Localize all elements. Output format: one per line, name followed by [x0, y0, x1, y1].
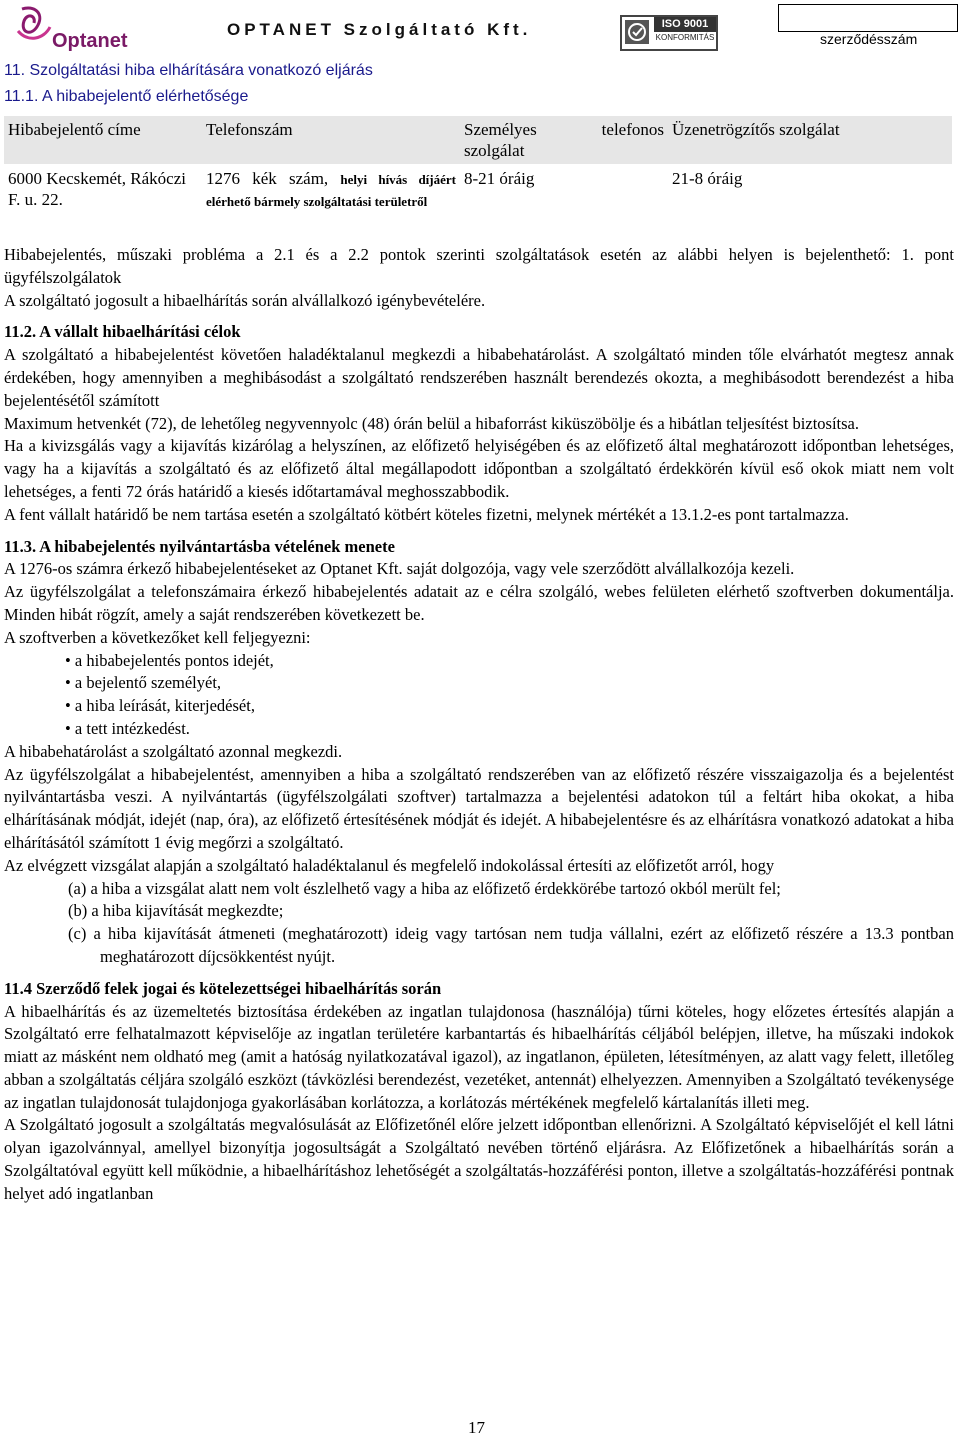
notification-options — [4, 878, 954, 969]
iso-bottom: KONFORMITÁS — [655, 33, 715, 42]
paragraph: Hibabejelentés, műszaki probléma a 2.1 és a 2.2 pontok szerinti szolgáltatások esetén az alábbi helyen is bejelenthető: 1. pont ügyfélszolgálatok — [4, 245, 954, 287]
logo-text: Optanet — [52, 30, 128, 52]
table-row — [4, 164, 952, 216]
list-item: • a bejelentő személyét, — [65, 672, 954, 695]
cell-phone — [202, 164, 460, 216]
paragraph: Az ügyfélszolgálat a hibabejelentést, amennyiben a hiba a szolgáltató rendszerében van az előfizető részére visszaigazolja és a bejelentést nyilvántartásba veszi. A nyilvántartás (ügyfélszolgálati szoftver) tartalmazza a bejelentési adatokon túl a feltárt hiba okokat, a hiba elhárításának módját, idejét (nap, óra), az előfizető értesítésének módját és idejét. A hibabejelentésre és az elhárításra vonatkozó adatokat a hiba elhárításától számított 1 évig megőrzi a szolgáltató. — [4, 764, 954, 852]
phone-note: helyi hívás díjáért elérhető bármely szolgáltatási területről — [206, 172, 456, 209]
list-item: • a hiba leírását, kiterjedését, — [65, 695, 954, 718]
contract-number-box[interactable] — [778, 4, 958, 32]
subheading-11-2: 11.2. A vállalt hibaelhárítási célok — [4, 322, 241, 342]
paragraph: A szolgáltató jogosult a hibaelhárítás során alvállalkozó igénybevételére. — [4, 290, 486, 310]
list-item: (c) a hiba kijavítását átmeneti (meghatározott) ideig vagy tartósan nem tudja vállalni, ezért az előfizető részére a 13.3 pontban meghatározott díjcsökkentést nyújt. — [68, 924, 954, 966]
paragraph: A 1276-os számra érkező hibabejelentéseket az Optanet Kft. saját dolgozója, vagy vele szerződött alvállalkozója kezeli. — [4, 559, 795, 579]
company-name: OPTANET Szolgáltató Kft. — [227, 20, 532, 39]
th-address: Hibabejelentő címe — [4, 116, 202, 164]
section-title: 11. Szolgáltatási hiba elhárítására vonatkozó eljárás — [4, 62, 373, 79]
paragraph: A szolgáltató a hibabejelentést követően haladéktalanul megkezdi a hibabehatárolást. A szolgáltató minden tőle elvárhatót megtesz annak érdekében, hogy amennyiben a meghibásodást a szolgáltató rendszerében használt berendezés okozta, a meghibásodott berendezést a hiba bejelentésétől számított — [4, 345, 954, 410]
table-header-row — [4, 116, 952, 164]
iso-logo-icon — [624, 19, 650, 45]
paragraph: A fent vállalt határidő be nem tartása esetén a szolgáltató kötbért köteles fizetni, melynek mértékét a 13.1.2-es pont tartalmazza. — [4, 504, 849, 524]
cell-recorder-hours: 21-8 óráig — [672, 169, 743, 188]
th-phone: Telefonszám — [202, 116, 460, 164]
optanet-logo — [14, 3, 134, 59]
list-item: • a hibabejelentés pontos idejét, — [65, 650, 954, 673]
section-subtitle: 11.1. A hibabejelentő elérhetősége — [4, 88, 249, 105]
subheading-11-4: 11.4 Szerződő felek jogai és kötelezettségei hibaelhárítás során — [4, 978, 442, 998]
document-body — [4, 244, 954, 1206]
list-item: (a) a hiba a vizsgálat alatt nem volt észlelhető vagy a hiba az előfizető érdekkörébe tartozó okból merült fel; — [68, 878, 781, 898]
cell-personal-hours: 8-21 óráig — [464, 169, 535, 188]
page-header — [0, 0, 960, 62]
list-item: (b) a hiba kijavítását megkezdte; — [68, 901, 284, 921]
paragraph: A Szolgáltató jogosult a szolgáltatás megvalósulását az Előfizetőnél előre jelzett időpontban ellenőrizni. A Szolgáltató képviselőjét el kell látni olyan igazolvánnyal, amellyel bizonyítja jogosultságát a Szolgáltató nevében történő eljárásra. Az Előfizetőnek a hibaelhárítás során a Szolgáltatóval együtt kell működnie, a hibaelhárításhoz lehetőségét a szolgáltatás-hozzáférési ponton, illetve a szolgáltatás-hozzáférési pontnak helyet adó ingatlanban — [4, 1115, 954, 1203]
cell-address: 6000 Kecskemét, Rákóczi F. u. 22. — [8, 169, 186, 209]
paragraph: Az elvégzett vizsgálat alapján a szolgáltató haladéktalanul és megfelelő indokolással értesíti az előfizetőt arról, hogy — [4, 855, 775, 875]
contact-table — [4, 116, 952, 216]
page-number: 17 — [468, 1418, 485, 1437]
paragraph: Az ügyfélszolgálat a telefonszámaira érkező hibabejelentés adatait az e célra szolgáló, webes felületen elérhető szoftverben dokumentálja. Minden hibát rögzít, amely a saját rendszerében következett be. — [4, 582, 954, 624]
paragraph: A hibaelhárítás és az üzemeltetés biztosítása érdekében az ingatlan tulajdonosa (használója) tűrni köteles, hogy előzetes értesítés alapján a Szolgáltató erre felhatalmazott képviselője az ingatlan területére karbantartás és hibaelhárítás céljából belépjen, illetve, ha műszaki indokok miatt az másként nem oldható meg (amit a hatóság nyilatkozatával igazol), az ingatlanon, épületen, létesítményen, az alatt vagy felett, illetőleg abban a szolgáltatás céljára szolgáló eszközt (távközlési berendezést, vezetéket, antennát) elhelyezzen. Amennyiben a Szolgáltató tevékenysége az ingatlan tulajdonosát tulajdonjoga gyakorlásában korlátozza, a korlátozás mértékének megfelelő kártalanítás illeti meg. — [4, 1001, 954, 1112]
th-recorder: Üzenetrögzítős szolgálat — [668, 116, 952, 164]
phone-number[interactable]: 1276 kék szám, — [206, 169, 329, 188]
paragraph: Ha a kivizsgálás vagy a kijavítás kizárólag a helyszínen, az előfizető helyiségében és az előfizető által meghatározott időpontban lehetséges, vagy ha a kijavítás a szolgáltató és az előfizető által megállapodott időpontban a szolgáltató érdekkörén kívül eső okok miatt nem volt lehetséges, a fenti 72 órás határidő a kiesés időtartamával meghosszabbodik. — [4, 436, 954, 501]
th-personal: Személyes telefonos szolgálat — [460, 116, 668, 164]
list-item: • a tett intézkedést. — [65, 718, 954, 741]
paragraph: Maximum hetvenkét (72), de lehetőleg negyvennyolc (48) órán belül a hibaforrást kiküszöbölje és a hibátlan teljesítést biztosítsa. — [4, 413, 860, 433]
iso-top: ISO 9001 — [654, 17, 716, 32]
contract-number-label: szerződésszám — [820, 31, 918, 47]
subheading-11-3: 11.3. A hibabejelentés nyilvántartásba vételének menete — [4, 536, 395, 556]
record-list — [4, 650, 954, 741]
paragraph: A szoftverben a következőket kell feljegyezni: — [4, 627, 311, 647]
iso-badge — [620, 15, 718, 51]
paragraph: A hibabehatárolást a szolgáltató azonnal megkezdi. — [4, 741, 343, 761]
